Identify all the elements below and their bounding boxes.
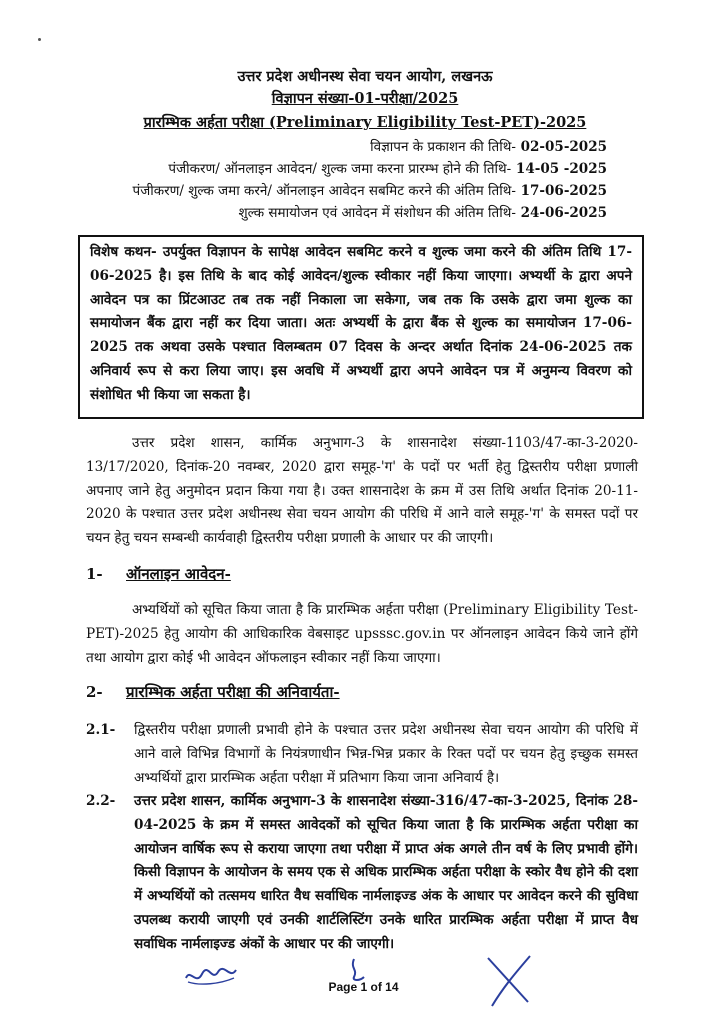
section-1-number: 1- [86, 565, 103, 583]
advertisement-number: विज्ञापन संख्या-01-परीक्षा/2025 [271, 90, 459, 107]
section-1-text: अभ्यर्थियों को सूचित किया जाता है कि प्रारम्भिक अर्हता परीक्षा (Preliminary Eligibility Test-PET)-2025 हेतु आयोग की आधिकारिक वेबसाइट upsssc.gov.in पर ऑनलाइन आवेदन किये जाने होंगे तथा आयोग द्वारा कोई भी आवेदन ऑफलाइन स्वीकार नहीं किया जाएगा। [86, 602, 638, 666]
item-text: उत्तर प्रदेश शासन, कार्मिक अनुभाग-3 के शासनादेश संख्या-316/47-का-3-2025, दिनांक 28-04-2025 के क्रम में समस्त आवेदकों को सूचित किया जाता है कि प्रारम्भिक अर्हता परीक्षा का आयोजन वार्षिक रूप से कराया जाएगा तथा परीक्षा में प्राप्त अंक अगले तीन वर्ष के लिए प्रभावी होंगे। किसी विज्ञापन के आयोजन के समय एक से अधिक प्रारम्भिक अर्हता परीक्षा के स्कोर वैध होने की दशा में अभ्यर्थियों को तत्समय धारित वैध सर्वाधिक नार्मलाइज्ड अंक के आधार पर आवेदन करने की सुविधा उपलब्ध करायी जाएगी एवं उनकी शार्टलिस्टिंग उनके धारित प्रारम्भिक अर्हता परीक्षा में प्राप्त वैध सर्वाधिक नार्मलाइज्ड अंकों के आधार पर की जाएगी। [134, 793, 638, 952]
exam-title: प्रारम्भिक अर्हता परीक्षा (Preliminary Eligibility Test-PET)-2025 [143, 114, 587, 131]
commission-name: उत्तर प्रदेश अधीनस्थ सेवा चयन आयोग, लखनऊ [237, 68, 493, 85]
page-number: Page 1 of 14 [328, 980, 399, 994]
section-2-title: प्रारम्भिक अर्हता परीक्षा की अनिवार्यता- [126, 683, 340, 701]
scan-speck [38, 38, 41, 41]
special-notice-box: विशेष कथन- उपर्युक्त विज्ञापन के सापेक्ष आवेदन सबमिट करने व शुल्क जमा करने की अंतिम तिथि 17-06-2025 है। इस तिथि के बाद कोई आवेदन/शुल्क स्वीकार नहीं किया जाएगा। अभ्यर्थी के द्वारा अपने आवेदन पत्र का प्रिंटआउट तब तक नहीं निकाला जा सकेगा, जब तक कि उसके द्वारा जमा शुल्क का समायोजन बैंक द्वारा नहीं कर दिया जाता। अतः अभ्यर्थी के द्वारा बैंक से शुल्क का समायोजन 17-06-2025 तक अथवा उसके पश्चात विलम्बतम 07 दिवस के अन्दर अर्थात दिनांक 24-06-2025 तक अनिवार्य रूप से करा लिया जाए। इस अवधि में अभ्यर्थी द्वारा अपने आवेदन पत्र में अनुमन्य विवरण को संशोधित भी किया जा सकता है। [78, 235, 644, 419]
date-publication: विज्ञापन के प्रकाशन की तिथि- 02-05-2025 [370, 139, 607, 155]
item-number: 2.2- [86, 793, 116, 809]
section-2-heading [86, 680, 340, 704]
section-1-heading [86, 562, 231, 586]
intro-paragraph: उत्तर प्रदेश शासन, कार्मिक अनुभाग-3 के शासनादेश संख्या-1103/47-का-3-2020-13/17/2020, दिनांक-20 नवम्बर, 2020 द्वारा समूह-'ग' के पदों पर भर्ती हेतु द्विस्तरीय परीक्षा प्रणाली अपनाए जाने हेतु अनुमोदन प्रदान किया गया है। उक्त शासनादेश के क्रम में उस तिथि अर्थात दिनांक 20-11-2020 के पश्चात उत्तर प्रदेश अधीनस्थ सेवा चयन आयोग की परिधि में आने वाले समूह-'ग' के समस्त पदों पर चयन हेतु चयन सम्बन्धी कार्यवाही द्विस्तरीय परीक्षा प्रणाली के आधार पर की जाएगी। [86, 435, 638, 547]
date-registration-start: पंजीकरण/ ऑनलाइन आवेदन/ शुल्क जमा करना प्रारम्भ होने की तिथि- 14-05 -2025 [168, 161, 607, 177]
section-2-number: 2- [86, 683, 103, 701]
item-text: द्विस्तरीय परीक्षा प्रणाली प्रभावी होने के पश्चात उत्तर प्रदेश अधीनस्थ सेवा चयन आयोग की परिधि में आने वाले विभिन्न विभागों के नियंत्रणाधीन भिन्न-भिन्न प्रकार के रिक्त पदों पर चयन हेतु इच्छुक समस्त अभ्यर्थियों द्वारा प्रारम्भिक अर्हता परीक्षा में प्रतिभाग किया जाना अनिवार्य है। [134, 722, 638, 786]
section-1-title: ऑनलाइन आवेदन- [126, 565, 231, 583]
date-correction-end: शुल्क समायोजन एवं आवेदन में संशोधन की अंतिम तिथि- 24-06-2025 [238, 205, 607, 221]
item-number: 2.1- [86, 722, 116, 738]
date-registration-end: पंजीकरण/ शुल्क जमा करने/ ऑनलाइन आवेदन सबमिट करने की अंतिम तिथि- 17-06-2025 [132, 183, 607, 199]
